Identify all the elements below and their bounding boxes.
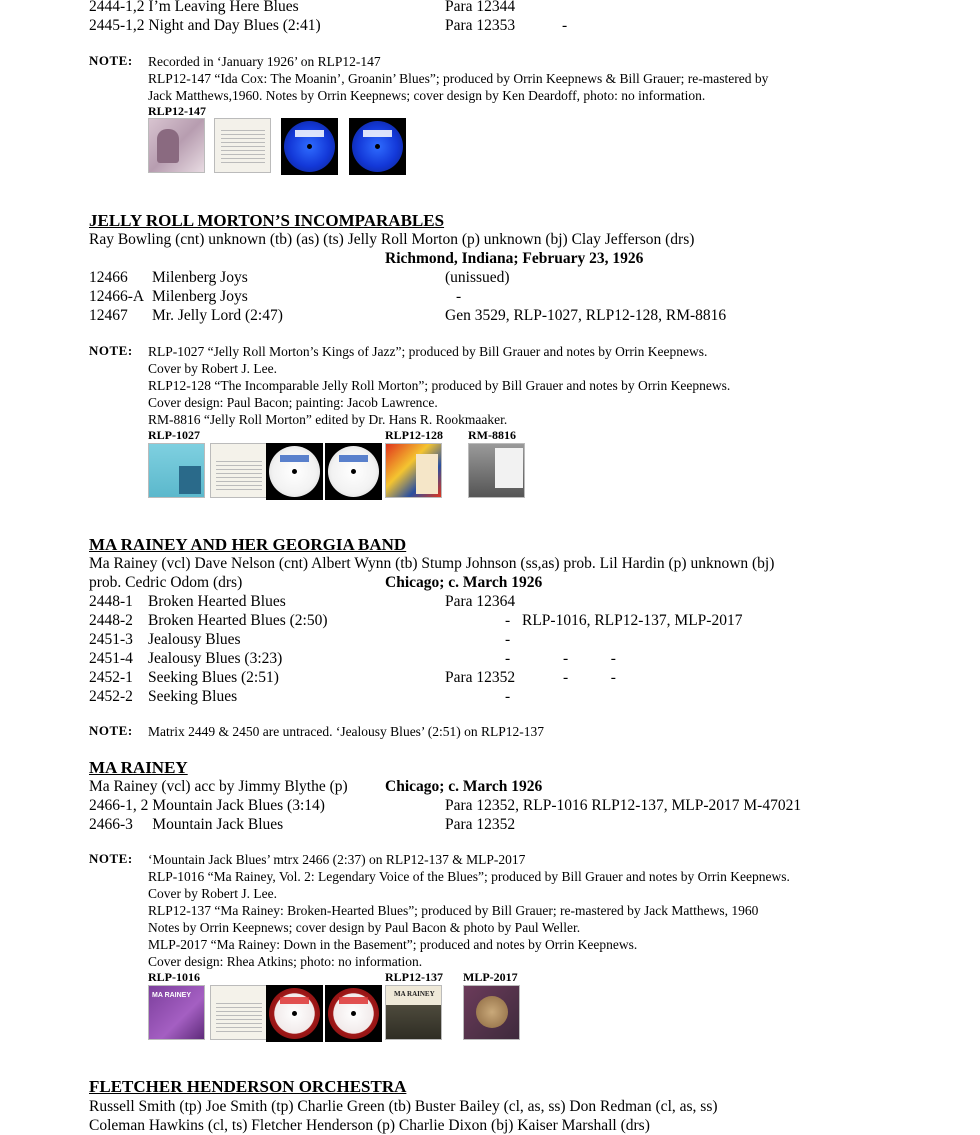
track-matrix: 2444-1,2 I’m Leaving Here Blues (89, 0, 299, 15)
album-cover-back (210, 443, 267, 498)
track-title: Milenberg Joys (152, 269, 248, 286)
track-issue: (unissued) (445, 269, 510, 286)
personnel: Ma Rainey (vcl) Dave Nelson (cnt) Albert Wynn (tb) Stump Johnson (ss,as) prob. Lil Hardin (p) unknown (bj) (89, 555, 775, 572)
track-matrix: 2466-1, 2 Mountain Jack Blues (3:14) (89, 797, 325, 814)
track-dash: - (505, 650, 511, 667)
note-line: RM-8816 “Jelly Roll Morton” edited by Dr. Hans R. Rookmaaker. (148, 412, 508, 427)
record-label-side-1 (266, 443, 323, 500)
track-matrix: 2451-3 (89, 631, 133, 648)
track-dash: - (505, 688, 511, 705)
personnel: Russell Smith (tp) Joe Smith (tp) Charlie Green (tb) Buster Bailey (cl, as, ss) Don Redman (cl, as, ss) (89, 1098, 718, 1115)
note-line: RLP-1027 “Jelly Roll Morton’s Kings of Jazz”; produced by Bill Grauer and notes by Orrin Keepnews. (148, 344, 708, 359)
note-label: NOTE: (89, 723, 133, 738)
track-matrix: 2448-1 (89, 593, 133, 610)
personnel: Coleman Hawkins (cl, ts) Fletcher Henderson (p) Charlie Dixon (bj) Kaiser Marshall (drs) (89, 1117, 650, 1134)
note-line: Matrix 2449 & 2450 are untraced. ‘Jealousy Blues’ (2:51) on RLP12-137 (148, 724, 545, 739)
record-label-side-1 (281, 118, 338, 175)
track-issue: Para 12352, RLP-1016 RLP12-137, MLP-2017 M-47021 (445, 797, 802, 814)
record-label-side-2 (325, 443, 382, 500)
album-label: RLP-1027 (148, 428, 200, 442)
album-label: MLP-2017 (463, 970, 518, 984)
album-label: RM-8816 (468, 428, 516, 442)
note-line: Cover by Robert J. Lee. (148, 886, 277, 901)
note-line: RLP12-147 “Ida Cox: The Moanin’, Groanin’ Blues”; produced by Orrin Keepnews & Bill Grauer; re-mastered by (148, 71, 769, 86)
session-location: Chicago; c. March 1926 (385, 574, 543, 591)
track-title: Mr. Jelly Lord (2:47) (152, 307, 283, 324)
album-cover-front (385, 985, 442, 1040)
track-issue: Para 12352 (445, 816, 516, 833)
album-label: RLP12-147 (148, 104, 206, 118)
track-matrix: 12466 (89, 269, 128, 286)
track-title: Seeking Blues (148, 688, 238, 705)
note-line: MLP-2017 “Ma Rainey: Down in the Basement”; produced and notes by Orrin Keepnews. (148, 937, 638, 952)
cover-title-block (495, 448, 523, 488)
track-issue: - - (563, 669, 616, 686)
track-matrix: 2466-3 Mountain Jack Blues (89, 816, 284, 833)
track-matrix: 12466-A (89, 288, 145, 305)
track-issue: Para 12353 (445, 17, 516, 34)
liner-notes-text (216, 1000, 262, 1034)
record-label-side-2 (325, 985, 382, 1042)
note-line: RLP12-128 “The Incomparable Jelly Roll Morton”; produced by Bill Grauer and notes by Orrin Keepnews. (148, 378, 731, 393)
note-line: RLP12-137 “Ma Rainey: Broken-Hearted Blues”; produced by Bill Grauer; re-mastered by Jack Matthews, 1960 (148, 903, 759, 918)
section-heading: FLETCHER HENDERSON ORCHESTRA (89, 1077, 407, 1096)
track-issue: - - (563, 650, 616, 667)
note-line: Jack Matthews,1960. Notes by Orrin Keepnews; cover design by Ken Deardoff, photo: no information. (148, 88, 706, 103)
track-issue: - (456, 288, 462, 305)
session-location: Chicago; c. March 1926 (385, 778, 543, 795)
track-matrix: 2448-2 (89, 612, 133, 629)
album-label: RLP-1016 (148, 970, 200, 984)
album-cover-front (463, 985, 520, 1040)
note-line: Cover design: Rhea Atkins; photo: no information. (148, 954, 423, 969)
track-title: Jealousy Blues (148, 631, 241, 648)
track-issue: Para 12352 (445, 669, 516, 686)
note-line: Recorded in ‘January 1926’ on RLP12-147 (148, 54, 381, 69)
album-cover-back (210, 985, 267, 1040)
note-label: NOTE: (89, 53, 133, 68)
album-cover-back (214, 118, 271, 173)
track-extra: - (562, 17, 568, 34)
track-issue: Para 12344 (445, 0, 516, 15)
album-cover-front (385, 443, 442, 498)
track-dash: - (505, 612, 511, 629)
note-line: Notes by Orrin Keepnews; cover design by Paul Bacon & photo by Paul Weller. (148, 920, 581, 935)
record-label-side-2 (349, 118, 406, 175)
note-line: ‘Mountain Jack Blues’ mtrx 2466 (2:37) on RLP12-137 & MLP-2017 (148, 852, 526, 867)
track-title: Broken Hearted Blues (2:50) (148, 612, 328, 629)
section-heading: MA RAINEY (89, 758, 188, 777)
album-cover-front (148, 443, 205, 498)
track-matrix: 2451-4 (89, 650, 133, 667)
session-location: Richmond, Indiana; February 23, 1926 (385, 250, 644, 267)
personnel: Ray Bowling (cnt) unknown (tb) (as) (ts) Jelly Roll Morton (p) unknown (bj) Clay Jefferson (drs) (89, 231, 695, 248)
track-issue: Para 12364 (445, 593, 516, 610)
personnel: Ma Rainey (vcl) acc by Jimmy Blythe (p) (89, 778, 348, 795)
cover-title: MA RAINEY (152, 992, 192, 999)
cover-figure (179, 466, 201, 494)
track-title: Seeking Blues (2:51) (148, 669, 279, 686)
note-line: Cover design: Paul Bacon; painting: Jacob Lawrence. (148, 395, 438, 410)
section-heading: JELLY ROLL MORTON’S INCOMPARABLES (89, 211, 445, 230)
cover-portrait (476, 996, 508, 1028)
note-line: RLP-1016 “Ma Rainey, Vol. 2: Legendary Voice of the Blues”; produced by Bill Grauer and notes by Orrin Keepnews. (148, 869, 790, 884)
track-issue: RLP-1016, RLP12-137, MLP-2017 (522, 612, 743, 629)
note-label: NOTE: (89, 851, 133, 866)
track-title: Broken Hearted Blues (148, 593, 286, 610)
album-cover-front (468, 443, 525, 498)
record-label-side-1 (266, 985, 323, 1042)
cover-figure (157, 129, 179, 163)
track-dash: - (505, 631, 511, 648)
liner-notes-text (221, 127, 265, 165)
track-title: Milenberg Joys (152, 288, 248, 305)
cover-title-block (416, 454, 438, 494)
cover-title: MA RAINEY (394, 990, 435, 998)
track-matrix: 2452-1 (89, 669, 133, 686)
note-label: NOTE: (89, 343, 133, 358)
track-matrix: 2452-2 (89, 688, 133, 705)
personnel: prob. Cedric Odom (drs) (89, 574, 243, 591)
album-label: RLP12-137 (385, 970, 443, 984)
album-cover-front (148, 118, 205, 173)
liner-notes-text (216, 458, 262, 492)
track-matrix: 12467 (89, 307, 128, 324)
section-heading: MA RAINEY AND HER GEORGIA BAND (89, 535, 407, 554)
track-matrix: 2445-1,2 Night and Day Blues (2:41) (89, 17, 321, 34)
album-cover-front (148, 985, 205, 1040)
note-line: Cover by Robert J. Lee. (148, 361, 277, 376)
track-title: Jealousy Blues (3:23) (148, 650, 283, 667)
track-issue: Gen 3529, RLP-1027, RLP12-128, RM-8816 (445, 307, 727, 324)
album-label: RLP12-128 (385, 428, 443, 442)
